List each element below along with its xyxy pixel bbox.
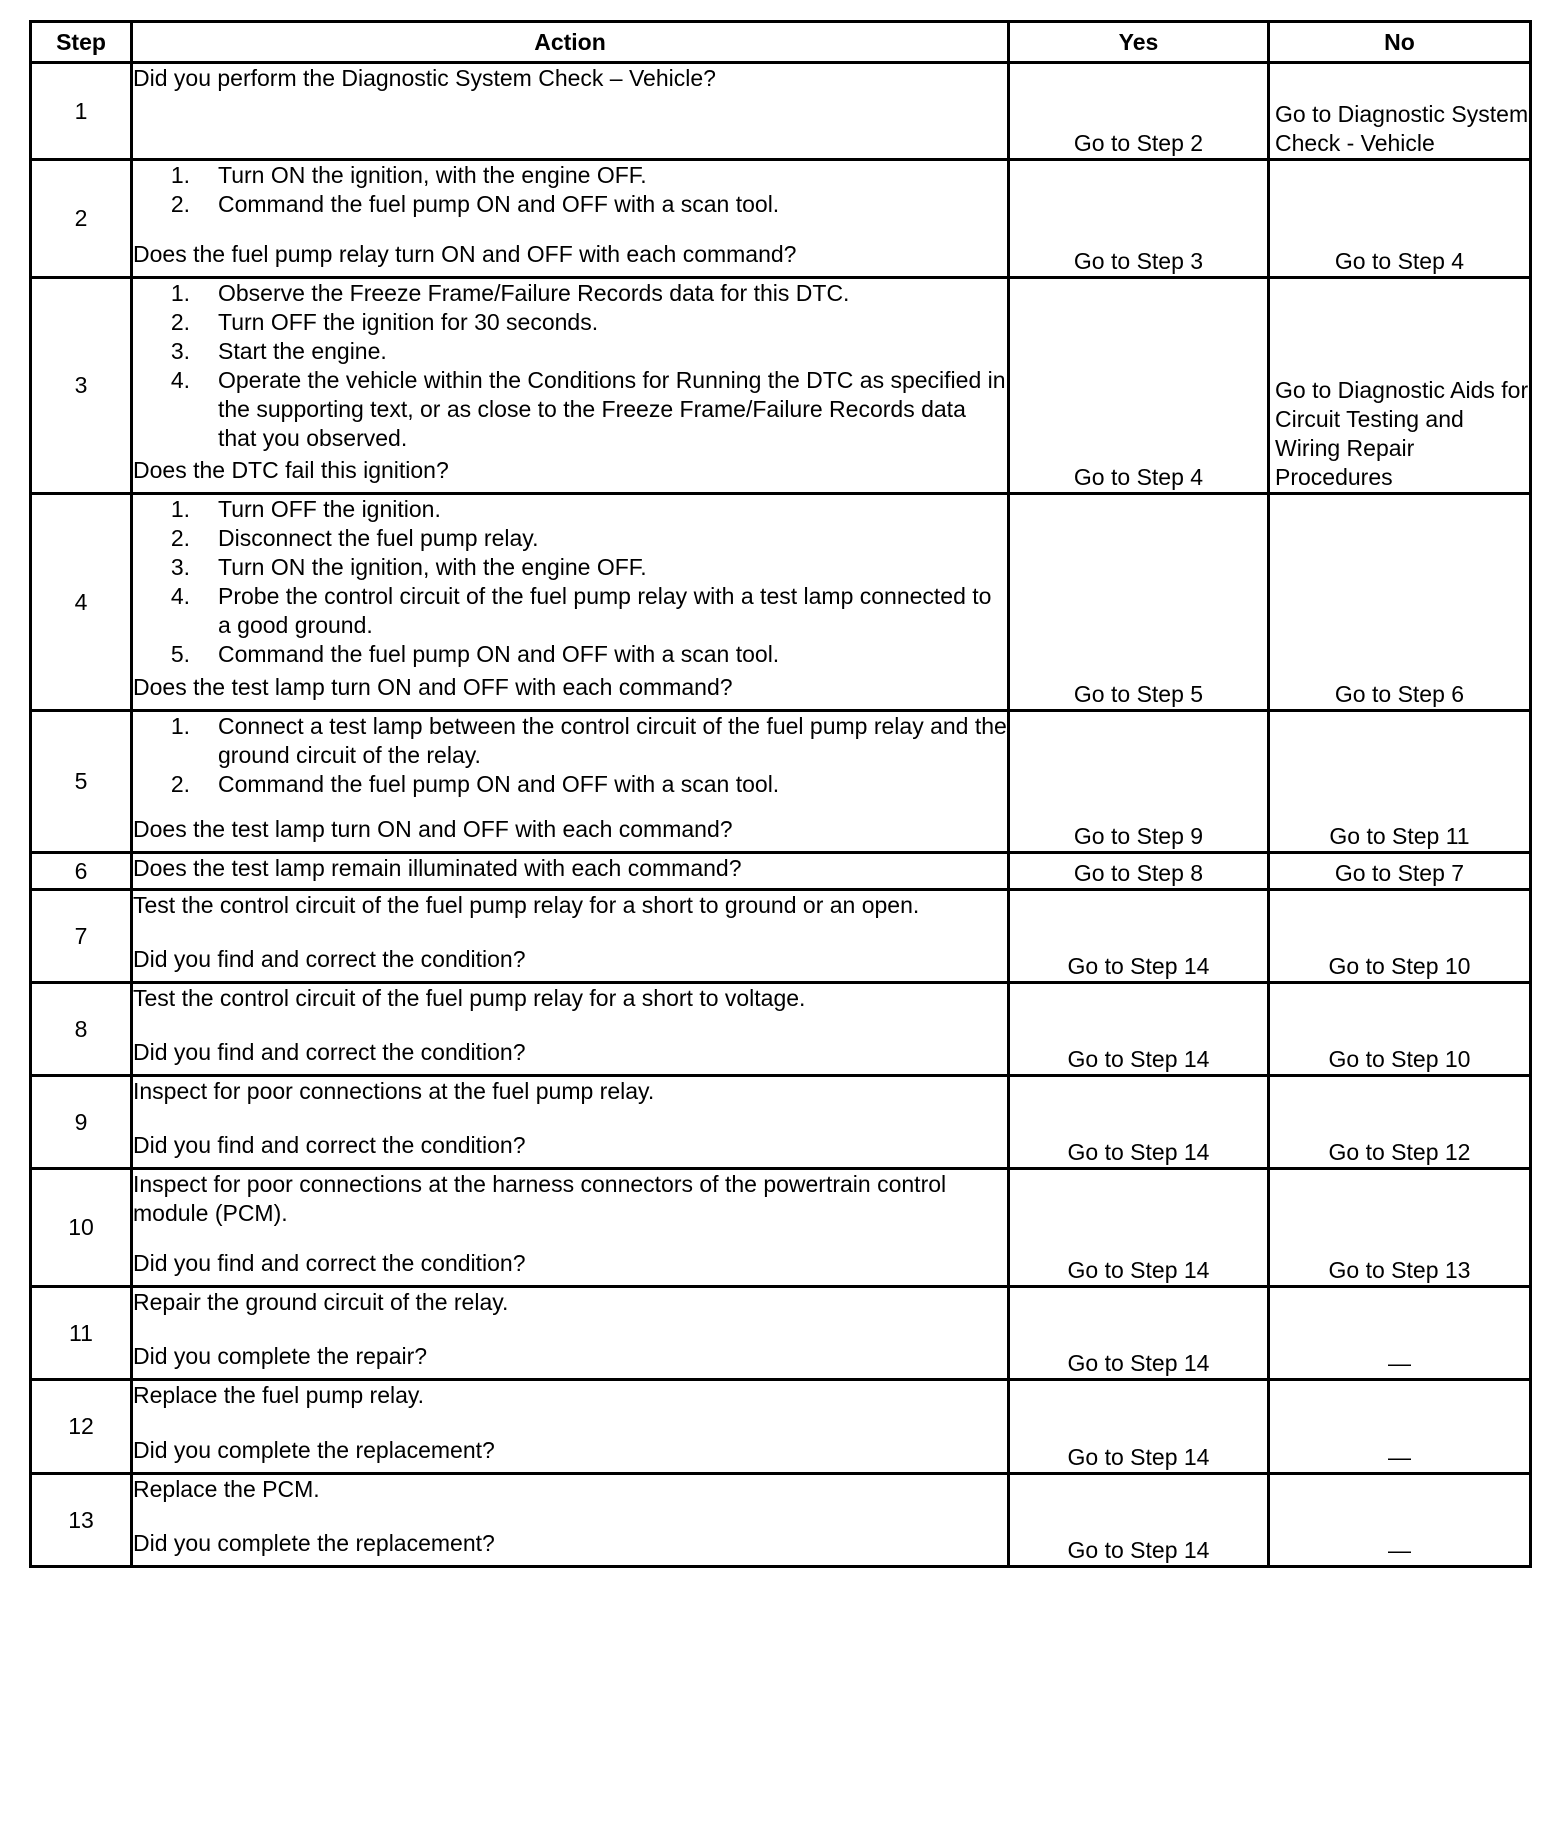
step-number: 4 <box>31 494 132 711</box>
header-row <box>31 22 1531 63</box>
action-step-list <box>133 279 1007 453</box>
table-row <box>31 983 1531 1076</box>
action-instruction: Replace the PCM. <box>133 1476 320 1502</box>
action-question: Did you find and correct the condition? <box>133 1132 526 1158</box>
action-question: Does the test lamp turn ON and OFF with each command? <box>133 674 733 700</box>
action-question: Does the DTC fail this ignition? <box>133 457 449 483</box>
yes-outcome: Go to Step 14 <box>1009 1169 1269 1287</box>
action-question: Did you complete the replacement? <box>133 1530 495 1556</box>
action-cell <box>132 853 1009 890</box>
action-cell <box>132 890 1009 983</box>
action-instruction: Replace the fuel pump relay. <box>133 1382 425 1408</box>
table-row <box>31 63 1531 160</box>
step-number: 6 <box>31 853 132 890</box>
yes-outcome: Go to Step 14 <box>1009 1287 1269 1380</box>
action-question: Does the fuel pump relay turn ON and OFF with each command? <box>133 241 797 267</box>
action-cell <box>132 63 1009 160</box>
no-outcome: — <box>1269 1474 1531 1567</box>
yes-outcome: Go to Step 3 <box>1009 160 1269 278</box>
header-no: No <box>1269 22 1531 63</box>
step-number: 2 <box>31 160 132 278</box>
action-step-item: 2. Turn OFF the ignition for 30 seconds. <box>170 309 599 335</box>
table-row <box>31 711 1531 853</box>
yes-outcome: Go to Step 14 <box>1009 1076 1269 1169</box>
no-outcome: Go to Step 7 <box>1269 853 1531 890</box>
action-cell <box>132 983 1009 1076</box>
action-step-item: 1. Turn ON the ignition, with the engine OFF. <box>170 162 647 188</box>
step-number: 12 <box>31 1380 132 1474</box>
yes-outcome: Go to Step 2 <box>1009 63 1269 160</box>
step-number: 10 <box>31 1169 132 1287</box>
no-outcome: Go to Step 12 <box>1269 1076 1531 1169</box>
yes-outcome: Go to Step 8 <box>1009 853 1269 890</box>
no-outcome: Go to Step 4 <box>1269 160 1531 278</box>
no-outcome: Go to Step 10 <box>1269 890 1531 983</box>
action-cell <box>132 1287 1009 1380</box>
action-instruction: Repair the ground circuit of the relay. <box>133 1289 509 1315</box>
action-cell <box>132 711 1009 853</box>
action-instruction: Test the control circuit of the fuel pump relay for a short to ground or an open. <box>133 892 920 918</box>
step-number: 3 <box>31 278 132 494</box>
action-step-item: 2. Disconnect the fuel pump relay. <box>170 525 539 551</box>
action-step-item: 4. Probe the control circuit of the fuel pump relay with a test lamp connected to a good ground. <box>170 583 992 638</box>
action-step-item: 1. Turn OFF the ignition. <box>170 496 441 522</box>
action-step-item: 3. Start the engine. <box>170 338 387 364</box>
header-action: Action <box>132 22 1009 63</box>
step-number: 13 <box>31 1474 132 1567</box>
action-instruction: Inspect for poor connections at the fuel pump relay. <box>133 1078 655 1104</box>
yes-outcome: Go to Step 14 <box>1009 1474 1269 1567</box>
action-step-item: 1. Connect a test lamp between the control circuit of the fuel pump relay and the ground circuit of the relay. <box>170 713 1007 768</box>
action-instruction: Test the control circuit of the fuel pump relay for a short to voltage. <box>133 985 806 1011</box>
action-question: Did you find and correct the condition? <box>133 1250 526 1276</box>
step-number: 9 <box>31 1076 132 1169</box>
no-outcome: Go to Step 10 <box>1269 983 1531 1076</box>
yes-outcome: Go to Step 5 <box>1009 494 1269 711</box>
no-outcome: Go to Step 13 <box>1269 1169 1531 1287</box>
action-cell <box>132 1474 1009 1567</box>
table-row <box>31 494 1531 711</box>
table-row <box>31 1076 1531 1169</box>
action-question: Did you complete the repair? <box>133 1343 428 1369</box>
table-row <box>31 278 1531 494</box>
table-row <box>31 1287 1531 1380</box>
action-instruction: Did you perform the Diagnostic System Check – Vehicle? <box>133 65 716 91</box>
no-outcome: Go to Step 11 <box>1269 711 1531 853</box>
action-question: Did you complete the replacement? <box>133 1437 495 1463</box>
no-outcome: Go to Diagnostic Aids for Circuit Testing and Wiring Repair Procedures <box>1269 278 1531 494</box>
action-step-item: 3. Turn ON the ignition, with the engine OFF. <box>170 554 647 580</box>
no-outcome: Go to Diagnostic System Check - Vehicle <box>1269 63 1531 160</box>
table-row <box>31 1380 1531 1474</box>
action-step-list <box>133 161 1007 219</box>
action-step-list <box>133 495 1007 669</box>
action-question: Does the test lamp turn ON and OFF with each command? <box>133 816 733 842</box>
step-number: 7 <box>31 890 132 983</box>
table-row <box>31 160 1531 278</box>
no-outcome: — <box>1269 1287 1531 1380</box>
table-row <box>31 890 1531 983</box>
yes-outcome: Go to Step 14 <box>1009 1380 1269 1474</box>
header-step: Step <box>31 22 132 63</box>
step-number: 8 <box>31 983 132 1076</box>
action-step-item: 2. Command the fuel pump ON and OFF with a scan tool. <box>170 191 780 217</box>
action-instruction: Inspect for poor connections at the harness connectors of the powertrain control module (PCM). <box>133 1171 947 1226</box>
yes-outcome: Go to Step 14 <box>1009 983 1269 1076</box>
no-outcome: Go to Step 6 <box>1269 494 1531 711</box>
action-step-item: 5. Command the fuel pump ON and OFF with a scan tool. <box>170 641 780 667</box>
action-question: Did you find and correct the condition? <box>133 1039 526 1065</box>
action-step-item: 2. Command the fuel pump ON and OFF with a scan tool. <box>170 771 780 797</box>
action-question: Did you find and correct the condition? <box>133 946 526 972</box>
no-outcome: — <box>1269 1380 1531 1474</box>
step-number: 1 <box>31 63 132 160</box>
action-cell <box>132 1169 1009 1287</box>
action-cell <box>132 1380 1009 1474</box>
yes-outcome: Go to Step 14 <box>1009 890 1269 983</box>
table-row <box>31 853 1531 890</box>
yes-outcome: Go to Step 9 <box>1009 711 1269 853</box>
yes-outcome: Go to Step 4 <box>1009 278 1269 494</box>
table-row <box>31 1474 1531 1567</box>
action-cell <box>132 278 1009 494</box>
action-cell <box>132 494 1009 711</box>
action-cell <box>132 160 1009 278</box>
action-step-item: 4. Operate the vehicle within the Conditions for Running the DTC as specified in the supporting text, or as close to the Freeze Frame/Failure Records data that you observed. <box>170 367 1006 451</box>
step-number: 11 <box>31 1287 132 1380</box>
action-cell <box>132 1076 1009 1169</box>
diagnostic-table <box>29 20 1532 1568</box>
header-yes: Yes <box>1009 22 1269 63</box>
step-number: 5 <box>31 711 132 853</box>
action-step-list <box>133 712 1007 799</box>
action-step-item: 1. Observe the Freeze Frame/Failure Records data for this DTC. <box>170 280 850 306</box>
table-row <box>31 1169 1531 1287</box>
action-question: Does the test lamp remain illuminated with each command? <box>133 855 742 881</box>
